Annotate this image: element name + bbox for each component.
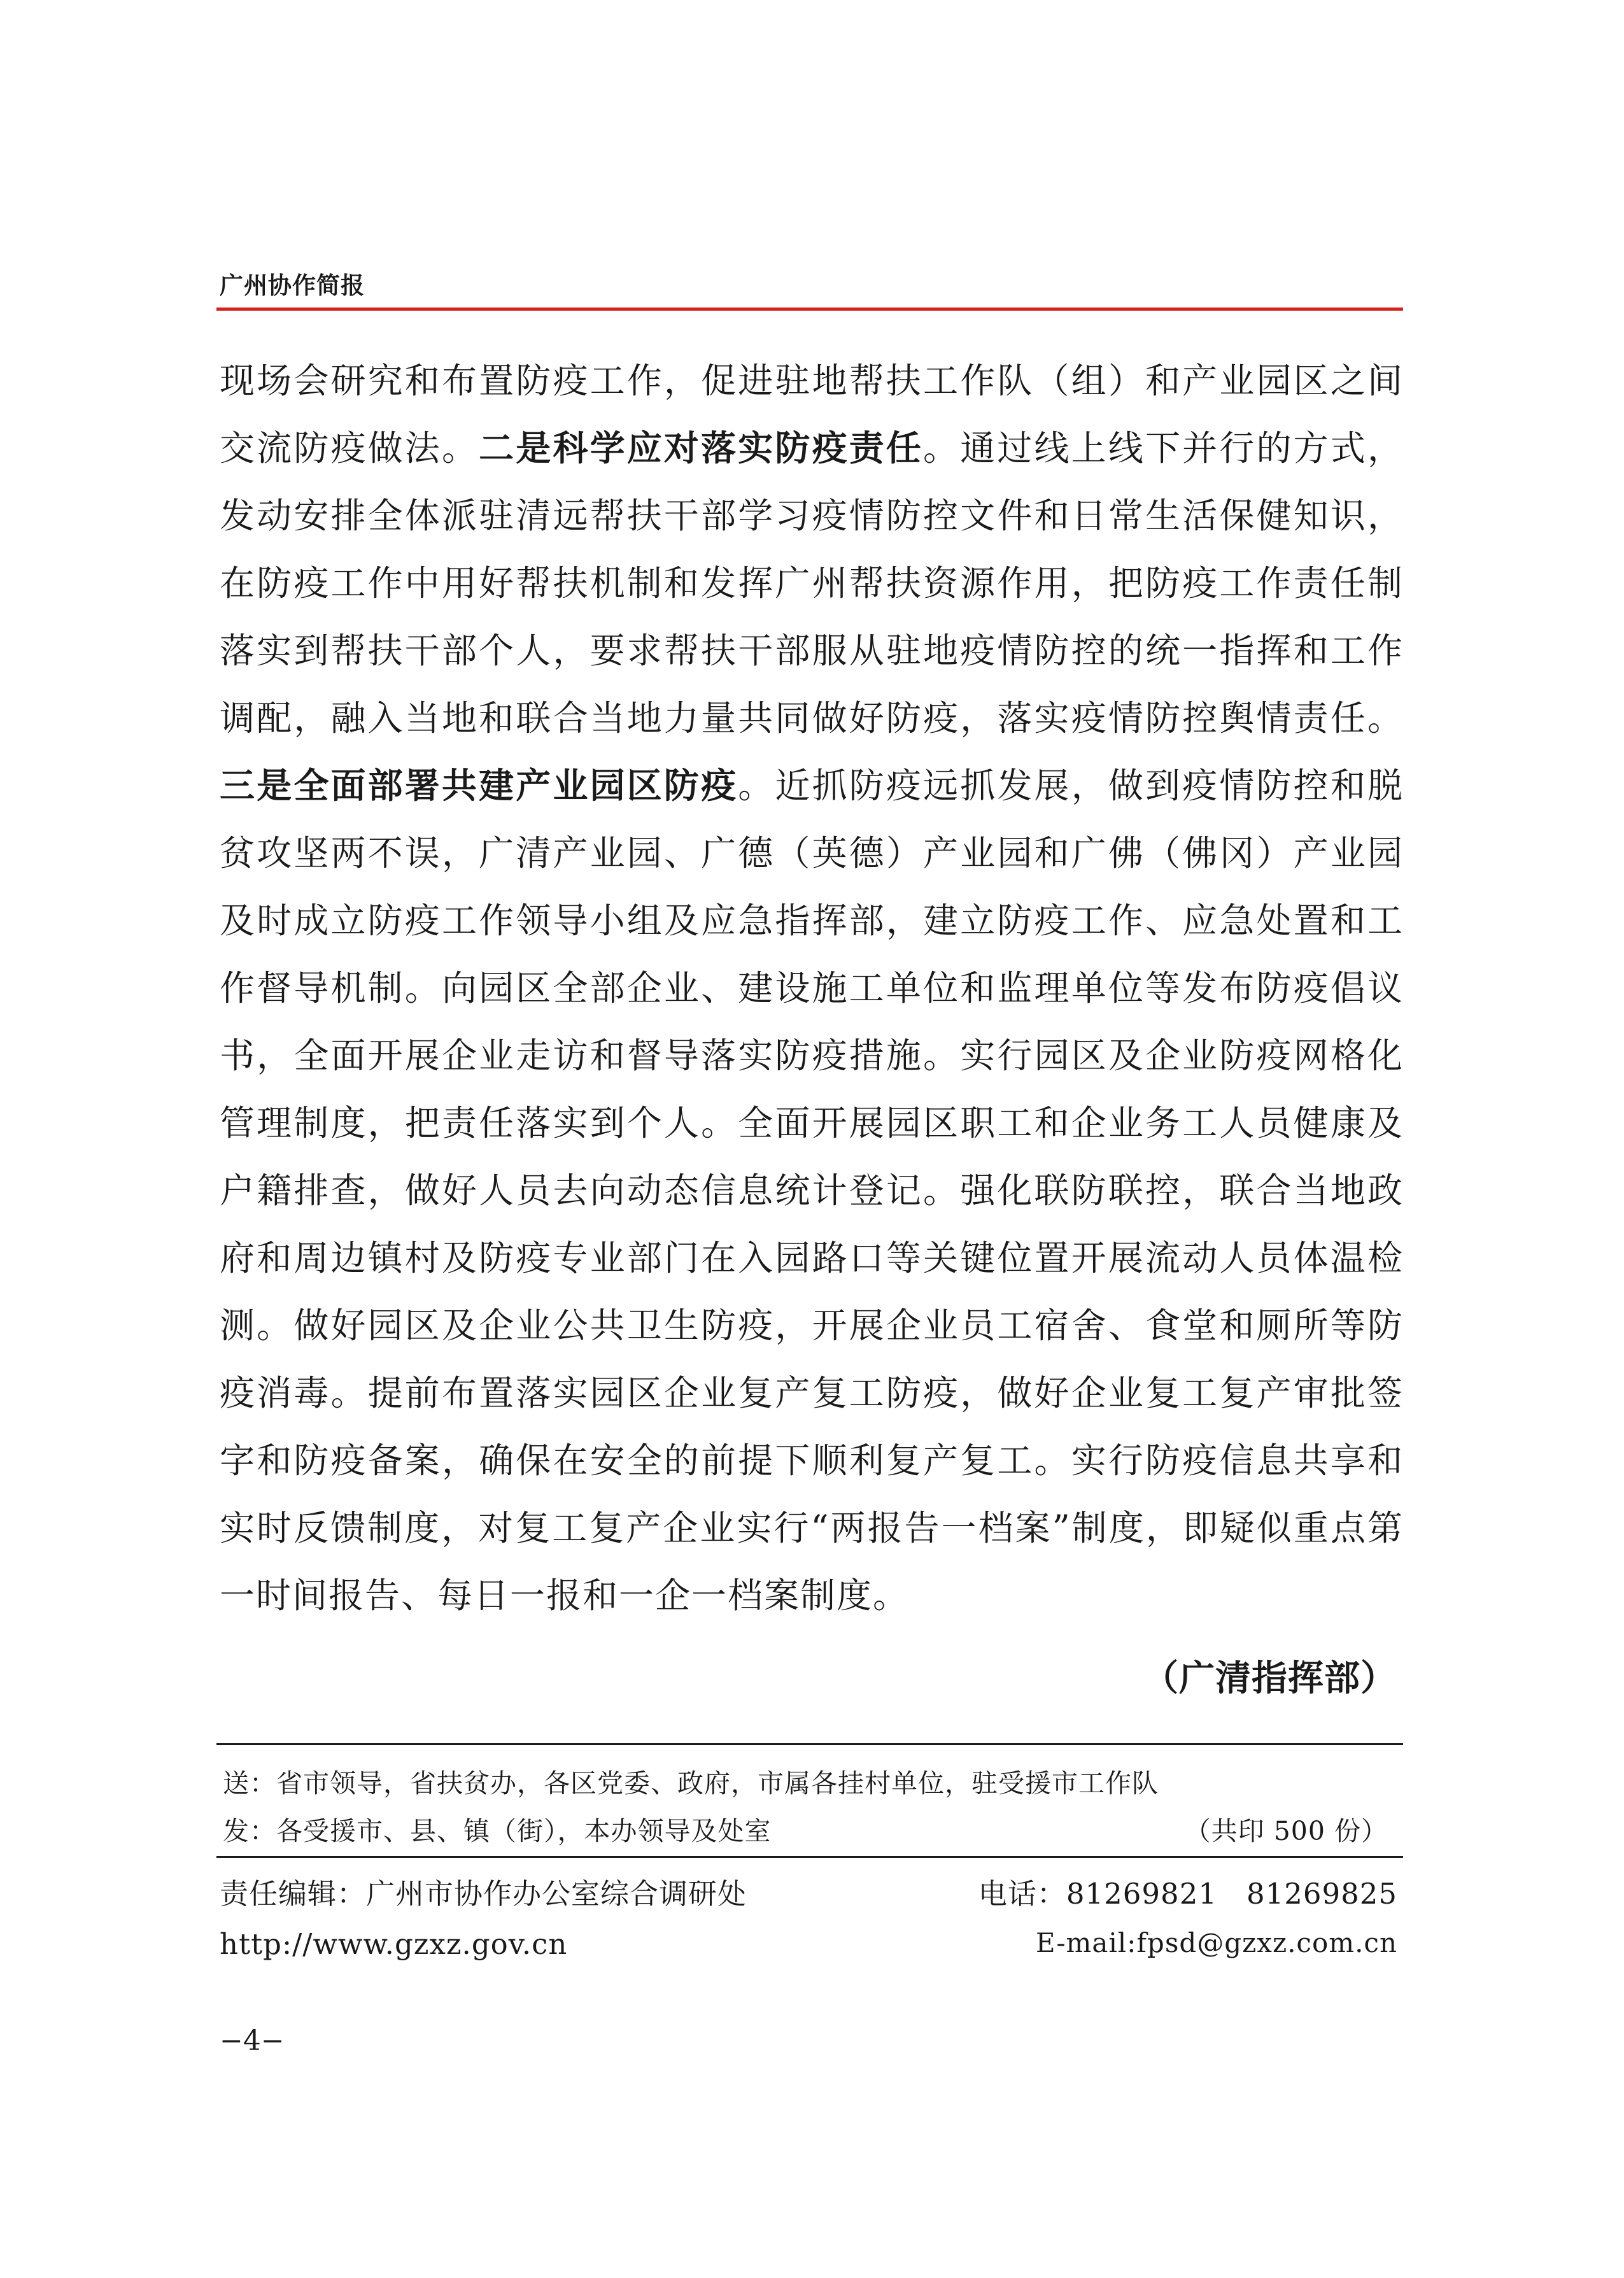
website-link[interactable]: http://www.gzxz.gov.cn xyxy=(220,1927,568,1961)
print-count: （共印 500 份） xyxy=(1184,1816,1388,1846)
body-segment: 。近抓防疫远抓发展，做到疫情防控和脱贫攻坚两不误，广清产业园、广德（英德）产业园和广佛（佛冈）产业园及时成立防疫工作领导小组及应急指挥部，建立防疫工作、应急处置和工作督导机制。向园区全部企业、建设施工单位和监理单位等发布防疫倡议书，全面开展企业走访和督导落实防疫措施。实行园区及企业防疫网格化管理制度，把责任落实到个人。全面开展园区职工和企业务工人员健康及户籍排查，做好人员去向动态信息统计登记。强化联防联控，联合当地政府和周边镇村及防疫专业部门在入园路口等关键位置开展流动人员体温检测。做好园区及企业公共卫生防疫，开展企业员工宿舍、食堂和厕所等防疫消毒。提前布置落实园区企业复产复工防疫，做好企业复工复产审批签字和防疫备案，确保在安全的前提下顺利复产复工。实行防疫信息共享和实时反馈制度，对复工复产企业实行“两报告一档案”制度，即疑似重点第一时间报告、每日一报和一企一档案制度。 xyxy=(220,765,1404,1616)
email-link[interactable]: E-mail:fpsd@gzxz.com.cn xyxy=(1035,1927,1397,1958)
contact-row xyxy=(220,1927,1397,1961)
distribution-top-rule xyxy=(216,1743,1403,1745)
body-segment: 现场会研究和布置防疫工作，促进驻地帮扶工作队（组）和产业园区之间交流防疫做法。 xyxy=(220,360,1404,469)
issue-to: 发：各受援市、县、镇（街），本办领导及处室 xyxy=(223,1816,772,1846)
header-red-rule xyxy=(216,308,1403,311)
signature: （广清指挥部） xyxy=(1143,1658,1397,1699)
issue-to-row xyxy=(223,1810,1388,1848)
send-to-row xyxy=(223,1762,1388,1800)
send-to: 送：省市领导，省扶贫办，各区党委、政府，市属各挂村单位，驻受援市工作队 xyxy=(223,1768,1159,1799)
body-paragraph xyxy=(220,347,1404,1629)
editor-row xyxy=(220,1871,1397,1912)
body-heading-3: 三是全面部署共建产业园区防疫 xyxy=(220,765,738,806)
body-segment: 。通过线上线下并行的方式，发动安排全体派驻清远帮扶干部学习疫情防控文件和日常生活保健知识，在防疫工作中用好帮扶机制和发挥广州帮扶资源作用，把防疫工作责任制落实到帮扶干部个人，要求帮扶干部服从驻地疫情防控的统一指挥和工作调配，融入当地和联合当地力量共同做好防疫，落实疫情防控舆情责任。 xyxy=(220,428,1404,739)
body-heading-2: 二是科学应对落实防疫责任 xyxy=(479,427,924,469)
responsible-editor: 责任编辑：广州市协作办公室综合调研处 xyxy=(220,1877,747,1911)
page-number: −4− xyxy=(220,2025,285,2057)
distribution-bottom-rule xyxy=(216,1856,1403,1858)
publication-title: 广州协作简报 xyxy=(220,272,365,299)
phone-numbers: 电话：81269821 81269825 xyxy=(978,1877,1397,1911)
